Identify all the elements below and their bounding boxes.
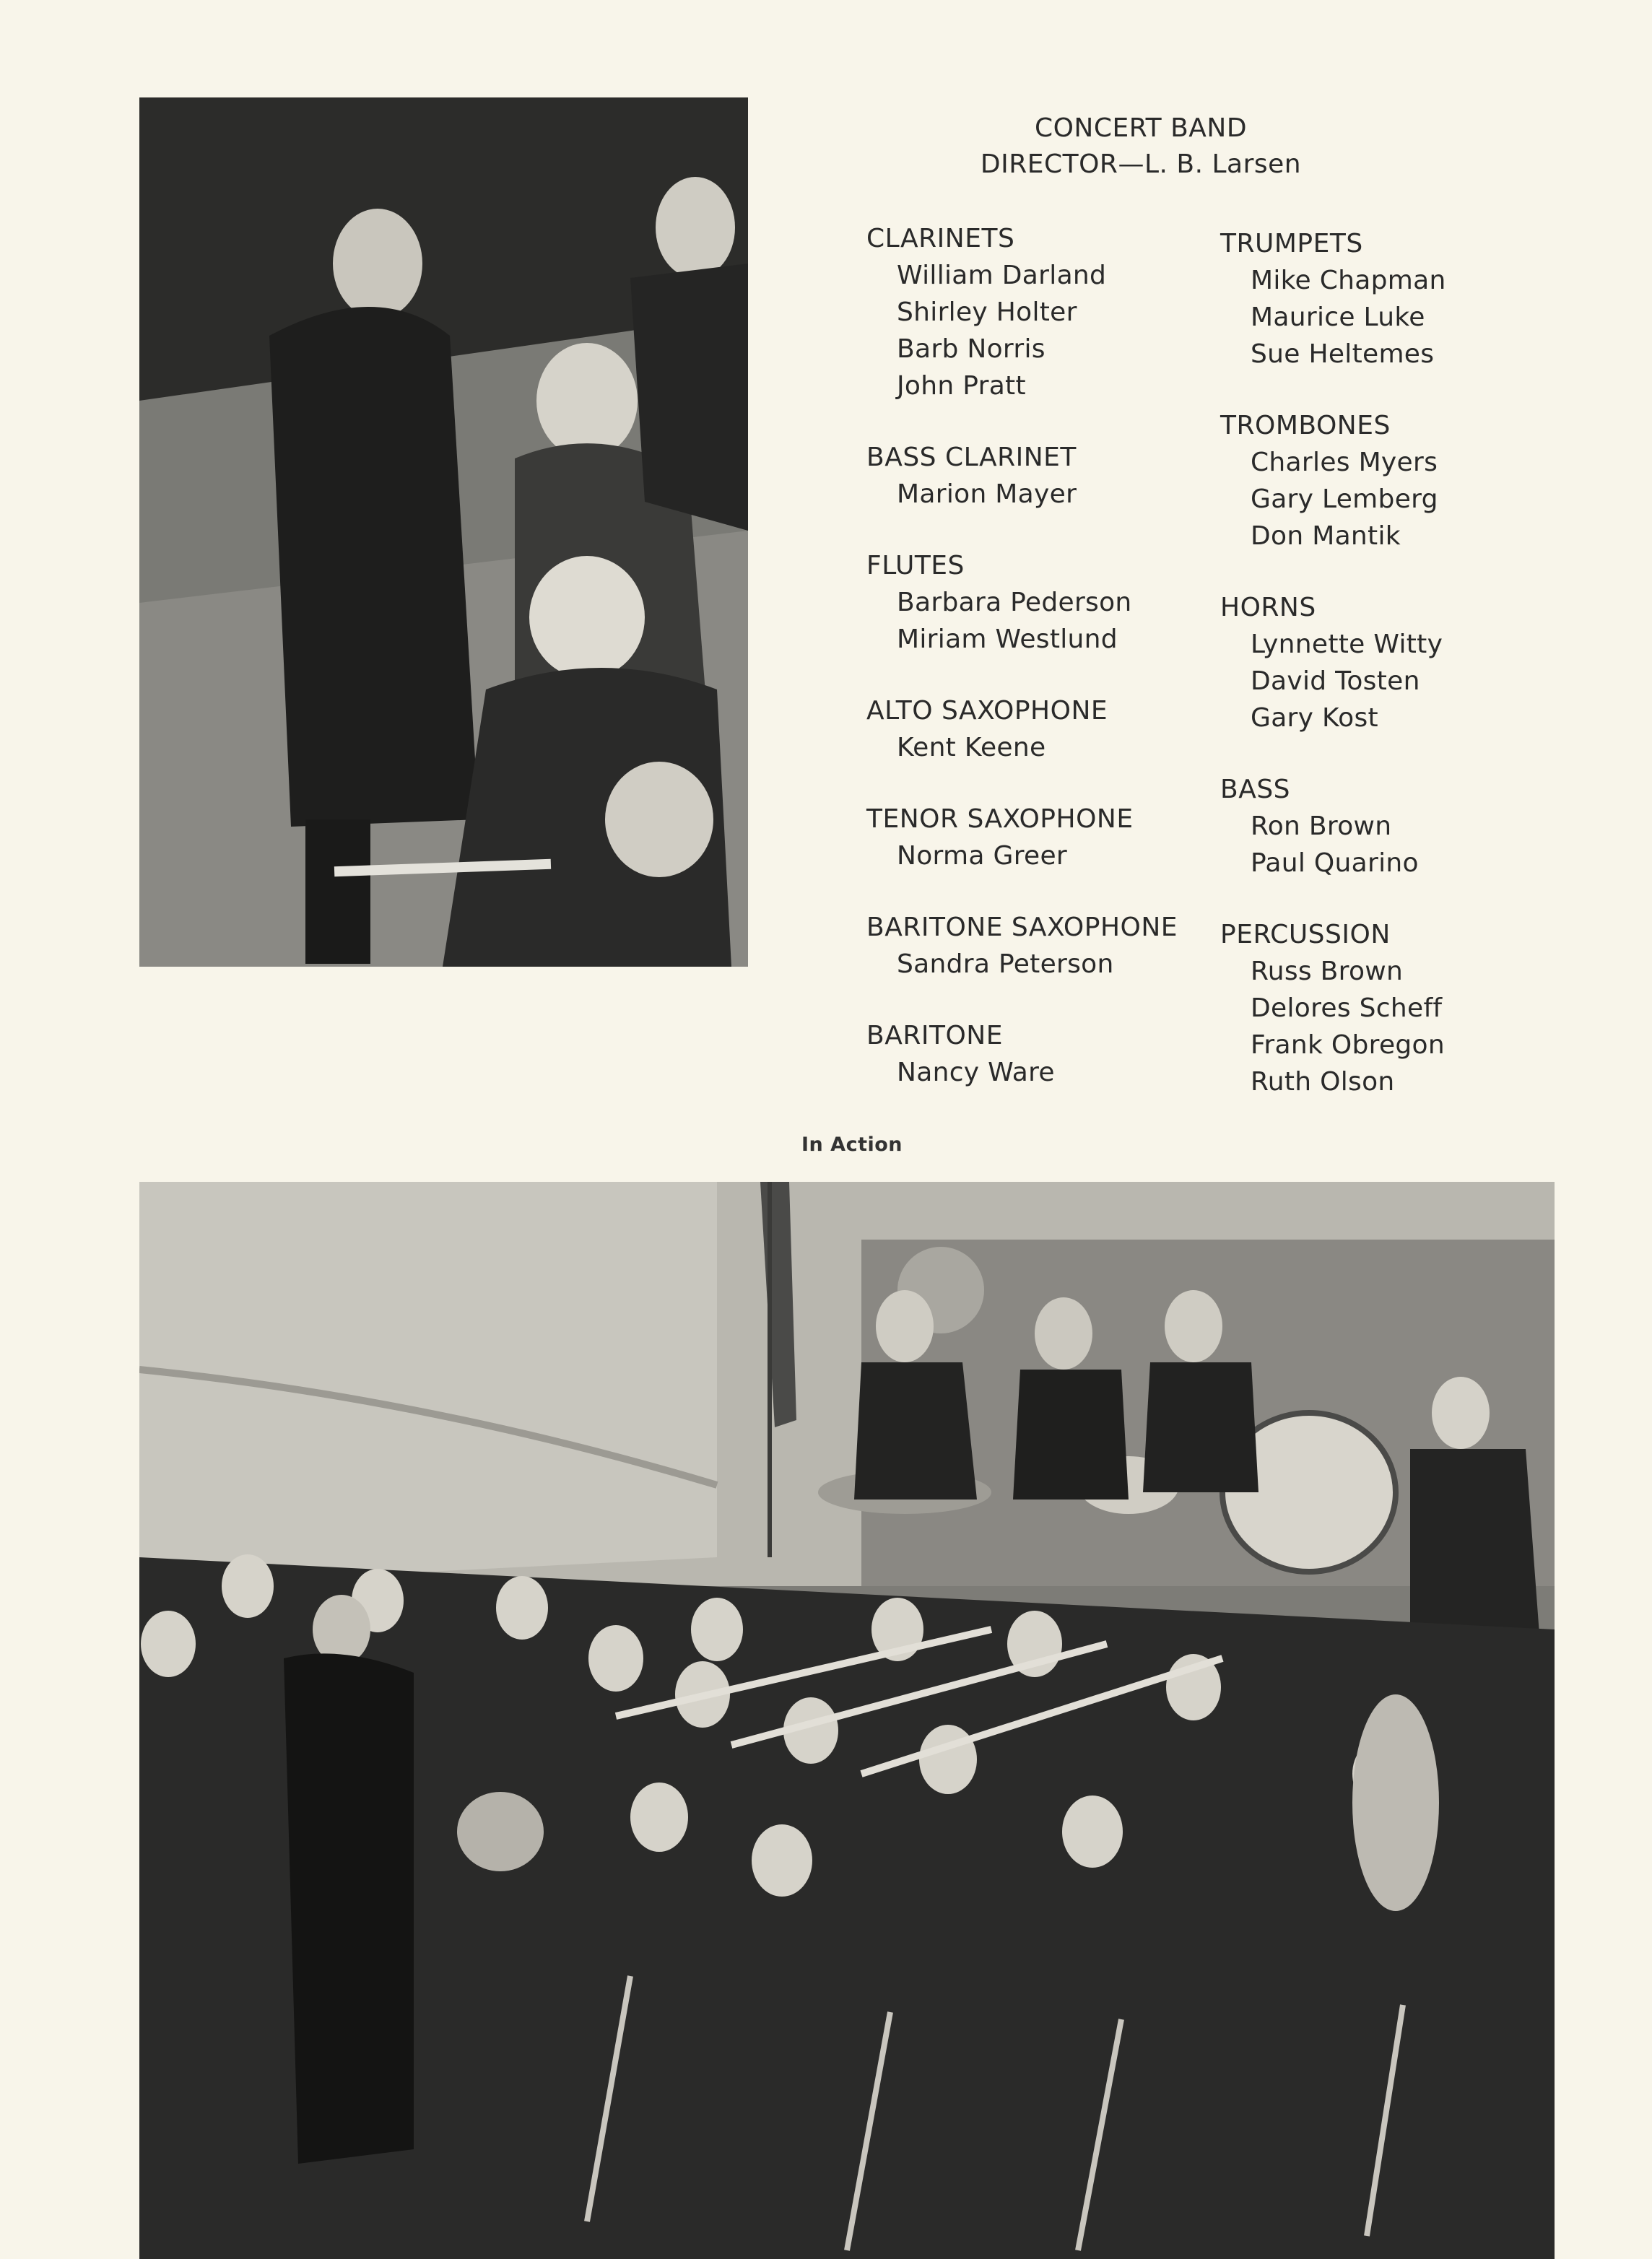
section-title: TROMBONES bbox=[1220, 411, 1391, 440]
member-name: Sue Heltemes bbox=[1251, 339, 1435, 369]
member-name: Norma Greer bbox=[897, 841, 1067, 871]
member-name: Kent Keene bbox=[897, 733, 1046, 762]
roster-section bbox=[1220, 589, 1446, 736]
roster-left-column bbox=[866, 220, 1178, 1126]
roster-section bbox=[866, 909, 1178, 983]
roster-section bbox=[866, 439, 1178, 513]
member-name: John Pratt bbox=[897, 371, 1026, 401]
member-name: Charles Myers bbox=[1251, 448, 1438, 477]
member-name: Marion Mayer bbox=[897, 479, 1077, 509]
section-title: BARITONE SAXOPHONE bbox=[866, 913, 1178, 942]
roster-section bbox=[866, 547, 1178, 658]
member-name: Russ Brown bbox=[1251, 957, 1404, 986]
roster-section bbox=[866, 1017, 1178, 1091]
director-line: DIRECTOR—L. B. Larsen bbox=[980, 149, 1302, 179]
member-name: William Darland bbox=[897, 261, 1107, 290]
page-title: CONCERT BAND bbox=[1034, 113, 1248, 143]
section-title: CLARINETS bbox=[866, 224, 1015, 253]
member-name: Gary Kost bbox=[1251, 703, 1378, 733]
section-title: BASS CLARINET bbox=[866, 443, 1077, 472]
roster-section bbox=[1220, 407, 1446, 554]
roster-section bbox=[866, 801, 1178, 874]
member-name: Ron Brown bbox=[1251, 811, 1392, 841]
section-title: TENOR SAXOPHONE bbox=[866, 804, 1134, 834]
section-title: HORNS bbox=[1220, 593, 1316, 622]
member-name: Delores Scheff bbox=[1251, 993, 1443, 1023]
member-name: Lynnette Witty bbox=[1251, 630, 1443, 659]
roster-section bbox=[866, 692, 1178, 766]
member-name: Miriam Westlund bbox=[897, 624, 1118, 654]
member-name: Shirley Holter bbox=[897, 297, 1077, 327]
photo-caption: In Action bbox=[801, 1133, 903, 1156]
roster-section bbox=[866, 220, 1178, 404]
member-name: Mike Chapman bbox=[1251, 266, 1446, 295]
band-in-action-photo bbox=[139, 1182, 1555, 2259]
section-title: FLUTES bbox=[866, 551, 965, 580]
member-name: Nancy Ware bbox=[897, 1058, 1055, 1087]
section-title: PERCUSSION bbox=[1220, 920, 1391, 949]
roster-section bbox=[1220, 771, 1446, 882]
member-name: Barbara Pederson bbox=[897, 588, 1132, 617]
member-name: Sandra Peterson bbox=[897, 949, 1114, 979]
member-name: Paul Quarino bbox=[1251, 848, 1419, 878]
member-name: Frank Obregon bbox=[1251, 1030, 1445, 1060]
roster-right-column bbox=[1220, 225, 1446, 1135]
section-title: BARITONE bbox=[866, 1021, 1003, 1050]
director-photo bbox=[139, 97, 748, 967]
member-name: Ruth Olson bbox=[1251, 1067, 1395, 1097]
roster-section bbox=[1220, 225, 1446, 373]
section-title: TRUMPETS bbox=[1220, 229, 1363, 258]
member-name: Don Mantik bbox=[1251, 521, 1401, 551]
member-name: David Tosten bbox=[1251, 666, 1420, 696]
section-title: BASS bbox=[1220, 775, 1291, 804]
member-name: Maurice Luke bbox=[1251, 302, 1425, 332]
roster-section bbox=[1220, 916, 1446, 1100]
member-name: Barb Norris bbox=[897, 334, 1045, 364]
member-name: Gary Lemberg bbox=[1251, 484, 1438, 514]
section-title: ALTO SAXOPHONE bbox=[866, 696, 1108, 726]
